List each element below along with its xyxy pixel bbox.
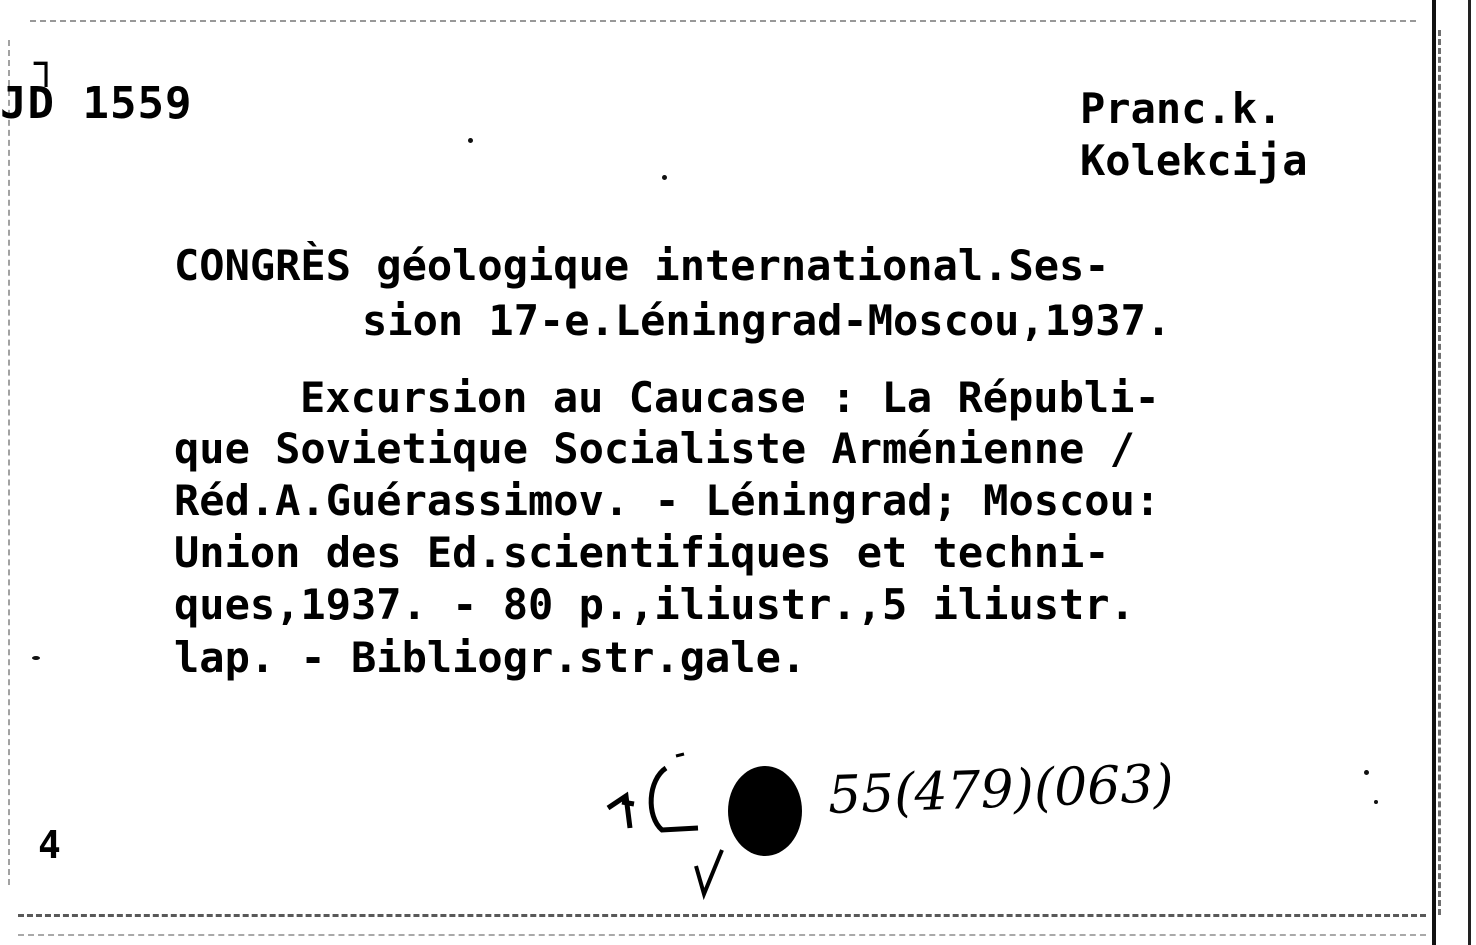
scan-speck [662, 175, 667, 180]
card-left-edge [8, 40, 10, 885]
collection-line-1: Pranc.k. [1080, 84, 1283, 133]
description-line-1: Excursion au Caucase : La Républi- [300, 373, 1160, 422]
scan-speck [1374, 800, 1378, 804]
scan-speck [32, 656, 40, 660]
collection-line-2: Kolekcija [1080, 136, 1308, 185]
scan-speck [1364, 770, 1369, 775]
description-line-5: ques,1937. - 80 p.,iliustr.,5 iliustr. [174, 580, 1135, 629]
shelfmark: JD 1559 [0, 78, 193, 129]
description-line-3: Réd.A.Guérassimov. - Léningrad; Moscou: [174, 476, 1161, 525]
margin-mark: 4 [38, 823, 61, 867]
card-right-edge-secondary [1438, 30, 1441, 915]
classification-number: 55(479)(063) [826, 753, 1175, 826]
description-line-6: lap. - Bibliogr.str.gale. [174, 633, 807, 682]
scan-frame-edge [1468, 0, 1471, 945]
card-bottom-edge-secondary [18, 934, 1426, 936]
description-line-4: Union des Ed.scientifiques et techni- [174, 528, 1110, 577]
shelfmark-bracket: ┐ [34, 41, 59, 87]
scan-speck [468, 138, 473, 143]
heading-line-2: sion 17-e.Léningrad-Moscou,1937. [362, 296, 1172, 345]
card-top-edge [30, 20, 1416, 22]
stamp-dot [728, 766, 802, 856]
heading-line-1: CONGRÈS géologique international.Ses- [174, 241, 1110, 290]
card-right-edge [1432, 0, 1436, 945]
card-bottom-edge [18, 914, 1426, 917]
description-line-2: que Sovietique Socialiste Arménienne / [174, 424, 1135, 473]
